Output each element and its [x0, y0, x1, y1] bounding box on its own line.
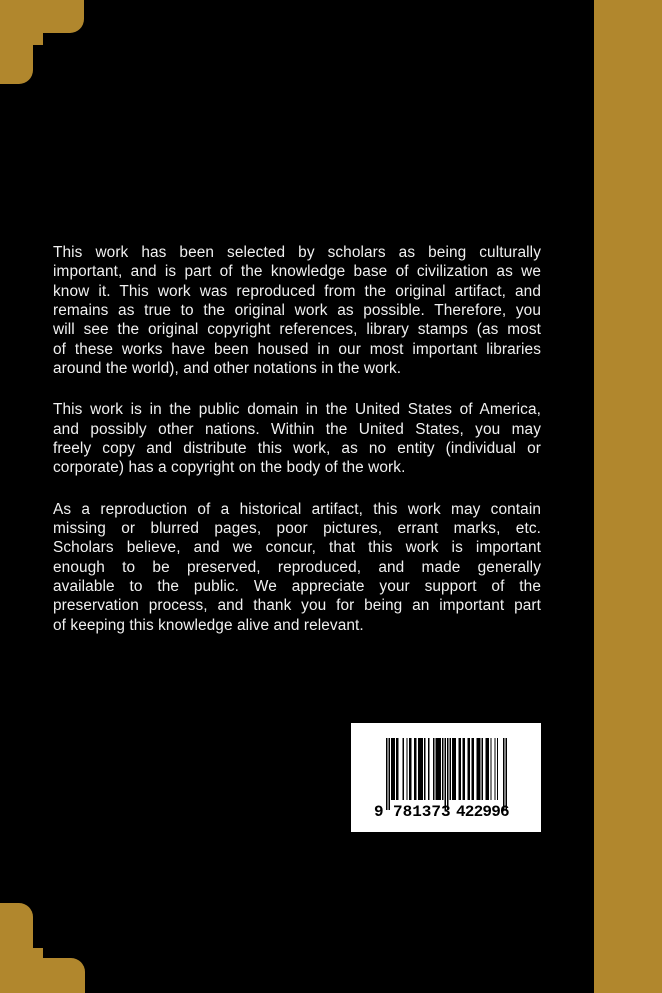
barcode-digits-right: 422996 — [456, 803, 509, 821]
text-line: know it. This work was reproduced from the original artifact, and — [53, 282, 541, 300]
text-line: freely copy and distribute this work, as no entity (individual or — [53, 439, 541, 457]
text-line: preservation process, and thank you for being an important part — [53, 597, 541, 615]
corner-tl-step — [0, 0, 43, 45]
text-line: and possibly other nations. Within the United States, you may — [53, 420, 541, 438]
text-line: As a reproduction of a historical artifact, this work may contain — [53, 500, 541, 518]
text-line: This work is in the public domain in the United States of America, — [53, 401, 541, 419]
barcode-digits-left: 781373 — [393, 803, 451, 821]
text-line: around the world), and other notations in the work. — [53, 359, 402, 377]
text-line: This work has been selected by scholars as being culturally — [53, 244, 541, 261]
barcode-digit-first: 9 — [374, 803, 384, 821]
text-line: will see the original copyright references, library stamps (as most — [53, 321, 541, 339]
text-line: remains as true to the original work as possible. Therefore, you — [53, 301, 541, 319]
text-line: of keeping this knowledge alive and relevant. — [53, 616, 364, 634]
ean13-barcode — [386, 738, 507, 810]
paragraph — [53, 243, 541, 378]
description-text — [53, 243, 541, 635]
gold-right-band — [594, 0, 662, 993]
text-line: missing or blurred pages, poor pictures, errant marks, etc. — [53, 519, 541, 537]
paragraph — [53, 400, 541, 477]
corner-bl-step — [0, 948, 43, 993]
text-line: Scholars believe, and we concur, that this work is important — [53, 539, 541, 557]
isbn-barcode-panel — [351, 723, 541, 832]
text-line: enough to be preserved, reproduced, and made generally — [53, 558, 541, 576]
text-line: corporate) has a copyright on the body of the work. — [53, 459, 406, 477]
text-line: important, and is part of the knowledge base of civilization as we — [53, 263, 541, 281]
text-line: of these works have been housed in our most important libraries — [53, 340, 541, 358]
text-line: available to the public. We appreciate your support of the — [53, 577, 541, 595]
paragraph — [53, 500, 541, 635]
